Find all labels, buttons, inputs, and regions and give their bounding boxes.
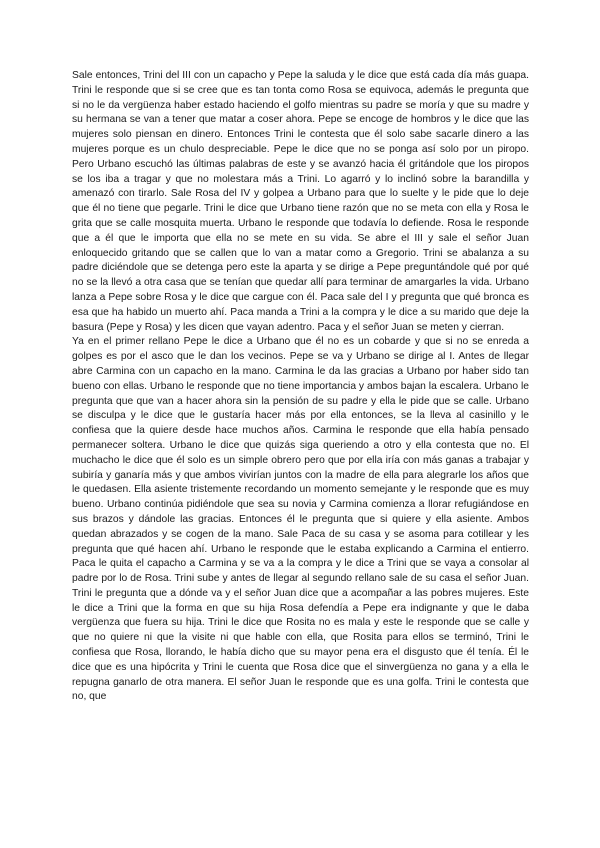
document-page xyxy=(72,69,529,705)
paragraph-2: Ya en el primer rellano Pepe le dice a Urbano que él no es un cobarde y que si no se enreda a golpes es por el asco que le dan los vecinos. Pepe se va y Urbano se dirige al I. Antes de llegar abre Carmina con un capacho en la mano. Carmina le da las gracias a Urbano por haber sido tan bueno con ellas. Urbano le responde que no tiene importancia y ambos bajan la escalera. Urbano le pregunta que que van a hacer ahora sin la pensión de su padre y ella le pide que se calle. Urbano se disculpa y le dice que le gustaría hacer más por ella entonces, se la lleva al casinillo y le confiesa que la quiere desde hace muchos años. Carmina le responde que ella había pensado permanecer soltera. Urbano le dice que quizás siga queriendo a otro y ella contesta que no. El muchacho le dice que él solo es un simple obrero pero que por ella iría con más ganas a trabajar y subiría y ganaría más y que ambos vivirían juntos con la madre de ella para alegrarle los años que le quedasen. Ella asiente tristemente recordando un momento semejante y le responde que es muy bueno. Urbano continúa pidiéndole que sea su novia y Carmina comienza a llorar refugiándose en sus brazos y dándole las gracias. Entonces él le pregunta que si quiere y ella asiente. Ambos quedan abrazados y se cogen de la mano. Sale Paca de su casa y se asoma para cotillear y les pregunta que qué hacen ahí. Urbano le responde que le estaba explicando a Carmina el entierro. Paca le quita el capacho a Carmina y se va a la compra y le dice a Trini que se vaya a consolar al padre por lo de Rosa. Trini sube y antes de llegar al segundo rellano sale de su casa el señor Juan. Trini le pregunta que a dónde va y el señor Juan dice que a acompañar a las pobres mujeres. Este le dice a Trini que la forma en que su hija Rosa defendía a Pepe era indignante y que le daba vergüenza que fuera su hija. Trini le dice que Rosita no es mala y este le responde que se calle y que no quiere ni que la visite ni que hable con ella, que Rosita para ellos se terminó, Trini le confiesa que Rosa, llorando, le había dicho que su mayor pena era el disgusto que él tenía. Él le dice que es una hipócrita y Trini le cuenta que Rosa dice que el sinvergüenza no gana y a ella le repugna ganarlo de otra manera. El señor Juan le responde que es una golfa. Trini le contesta que no, que xyxy=(72,336,529,703)
paragraph-1: Sale entonces, Trini del III con un capacho y Pepe la saluda y le dice que está cada día más guapa. Trini le responde que si se cree que es tan tonta como Rosa se equivoca, además le pregunta que si no le da vergüenza haber estado haciendo el golfo mientras su padre se moría y que su madre y su hermana se van a tener que matar a coser ahora. Pepe se encoge de hombros y le dice que las mujeres solo piensan en dinero. Entonces Trini le contesta que él solo sabe sacarle dinero a las mujeres porque es un chulo despreciable. Pepe le dice que no se ponga así solo por un piropo. Pero Urbano escuchó las últimas palabras de este y se avanzó hacia él gritándole que los piropos se los iba a tragar y que no molestara más a Trini. Lo agarró y lo inclinó sobre la barandilla y amenazó con tirarlo. Sale Rosa del IV y golpea a Urbano para que lo suelte y le pide que lo deje que él no tiene que pegarle. Trini le dice que Urbano tiene razón que no se meta con ella y Rosa le grita que se calle mosquita muerta. Urbano le responde que todavía lo defiende. Rosa le responde que a él que le importa que ella no se mete en su vida. Se abre el III y sale el señor Juan enloquecido gritando que se callen que lo van a matar como a Gregorio. Trini se abalanza a su padre diciéndole que se detenga pero este la aparta y se dirige a Pepe preguntándole qué por qué no se la llevó a otra casa que se tenían que quedar allí para terminar de amargarles la vida. Urbano lanza a Pepe sobre Rosa y le dice que cargue con él. Paca sale del I y pregunta que qué bronca es esa que ha habido un muerto ahí. Paca manda a Trini a la compra y le dice a su marido que deje la basura (Pepe y Rosa) y les dicen que vayan adentro. Paca y el señor Juan se meten y cierran. xyxy=(72,70,529,333)
